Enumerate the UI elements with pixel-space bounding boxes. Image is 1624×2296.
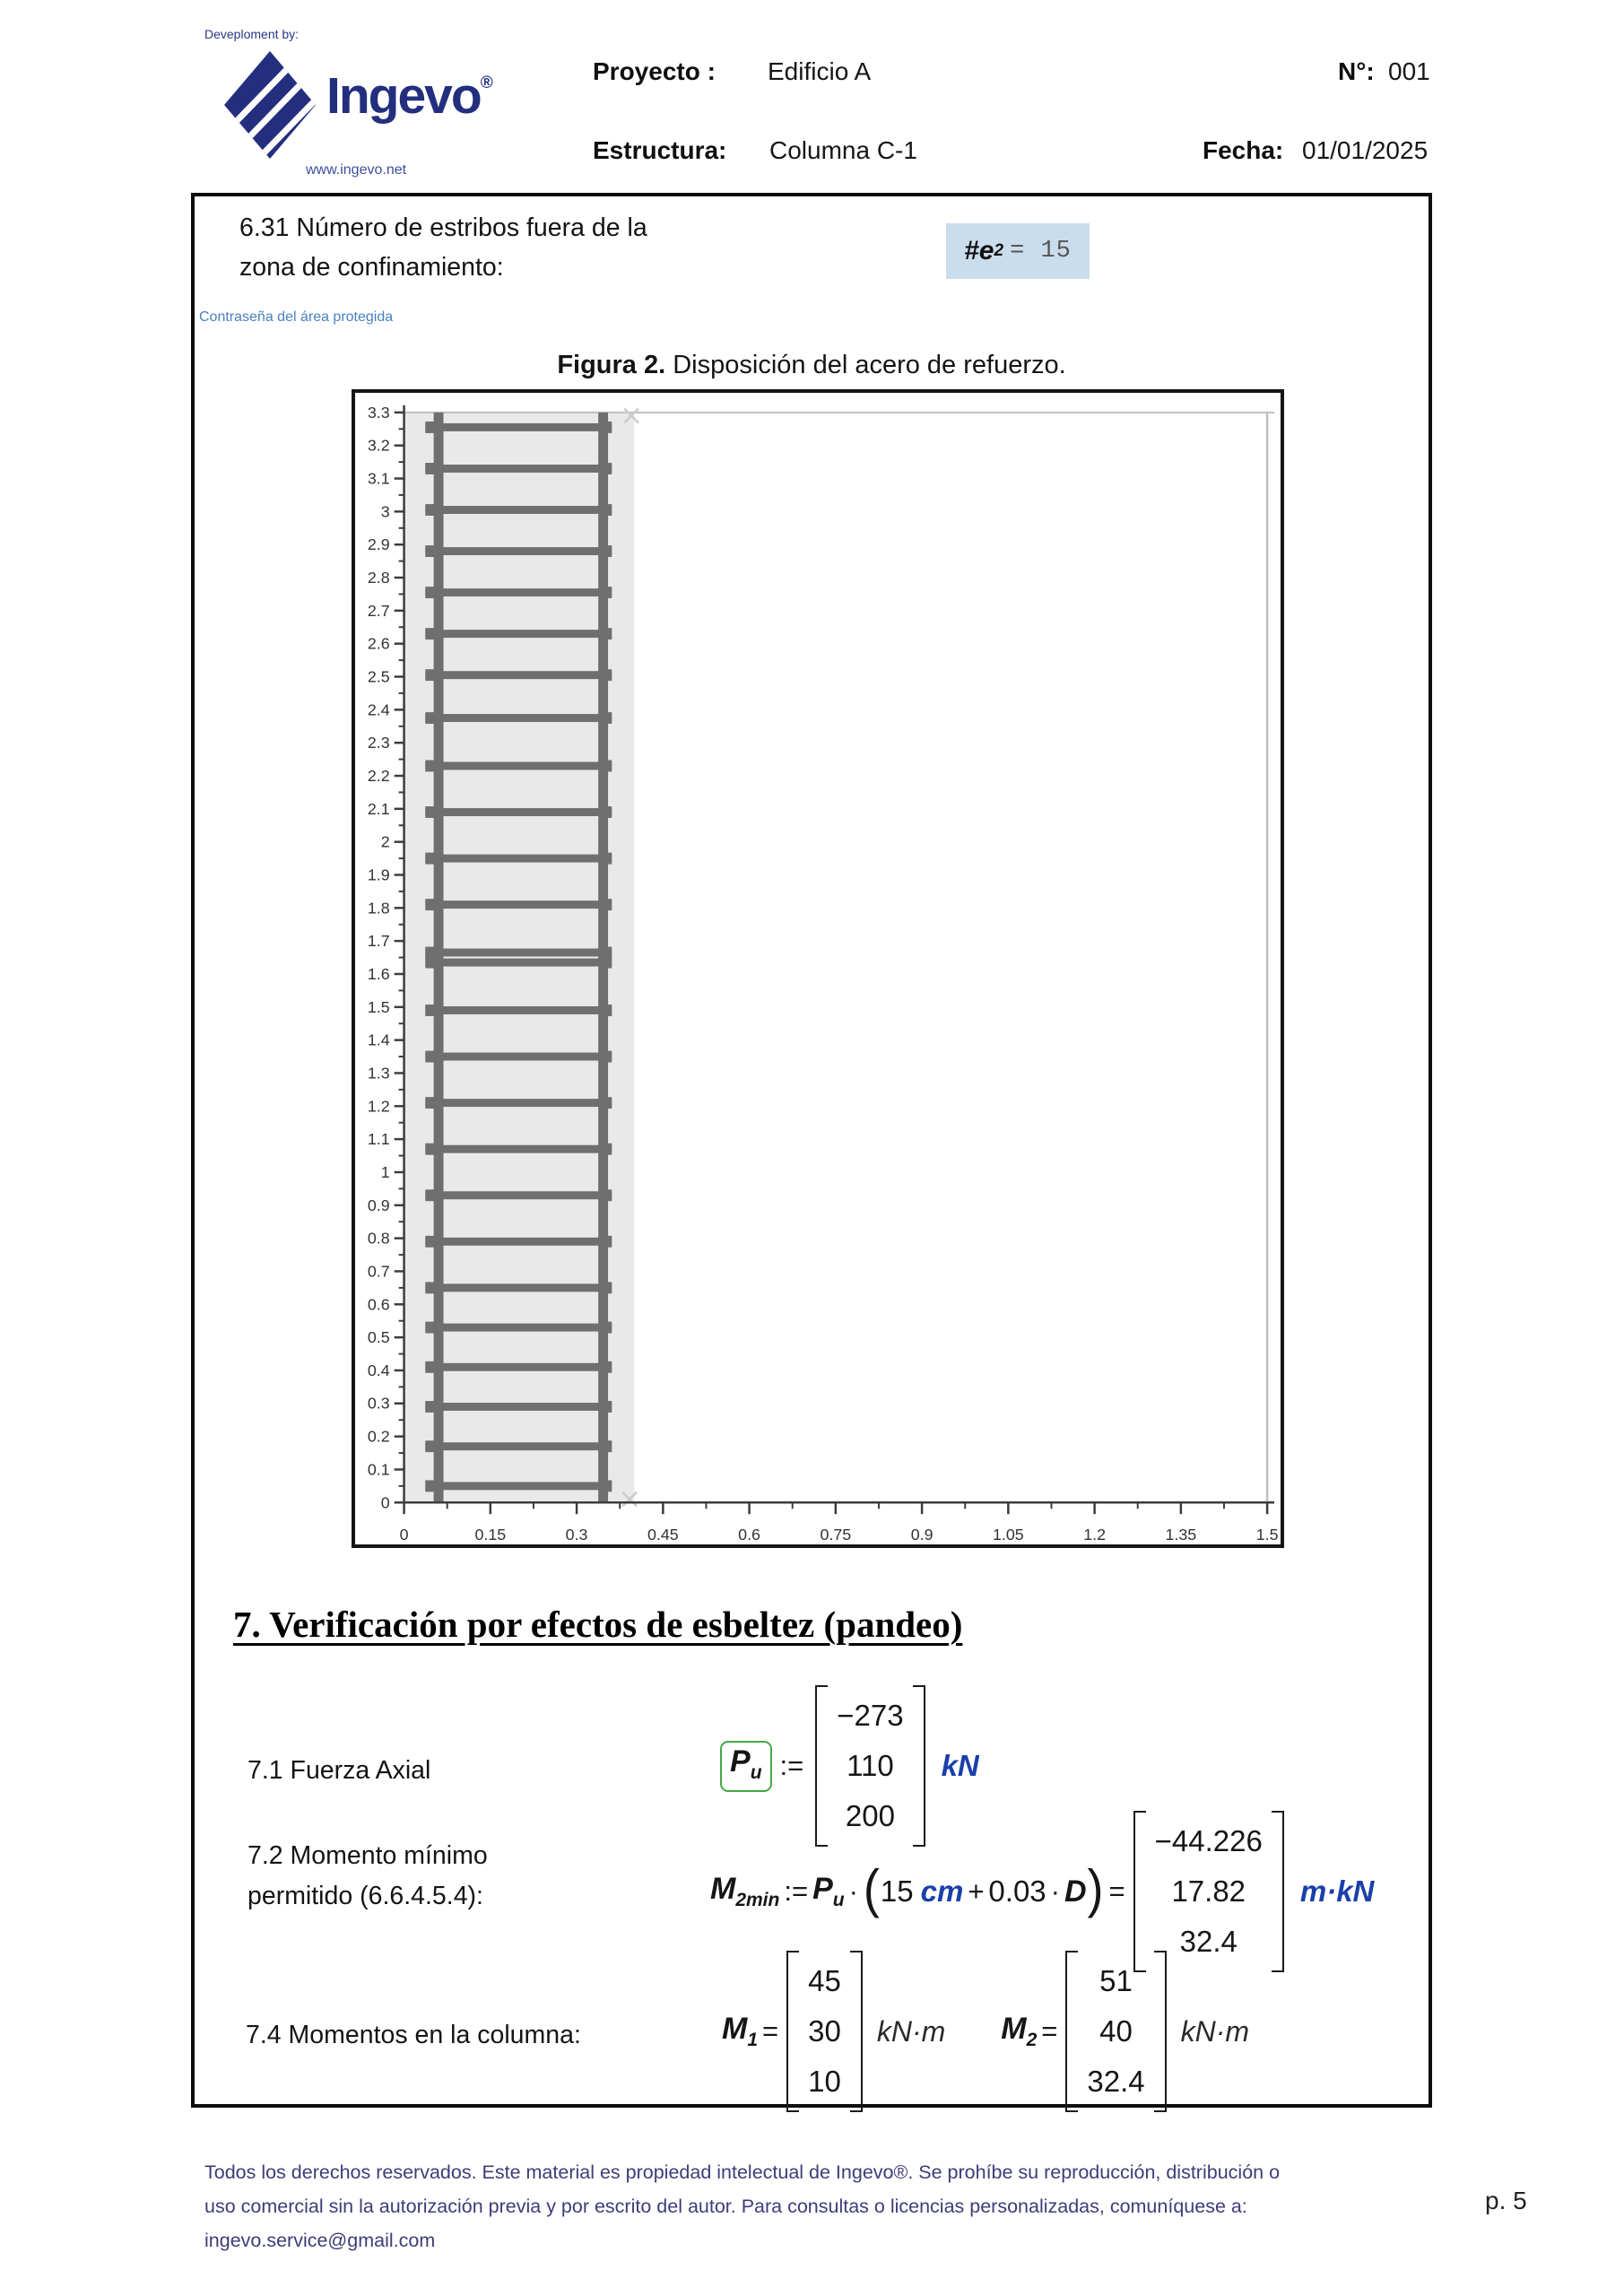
formula-74: $M_1$ = 45 30 10 kN·m $M_2$ = 51 40 32.4 kN·m (722, 1951, 1249, 2112)
date-label: Fecha: (1203, 136, 1284, 164)
figure-caption: Figura 2. Disposición del acero de refuerzo. (557, 351, 1066, 379)
svg-text:1.9: 1.9 (367, 865, 390, 884)
svg-text:0.15: 0.15 (474, 1526, 507, 1544)
protected-area-note[interactable]: Contraseña del área protegida (199, 309, 394, 325)
svg-text:0.7: 0.7 (367, 1262, 390, 1281)
pu-unit: kN (941, 1749, 979, 1782)
svg-text:0.5: 0.5 (367, 1328, 390, 1347)
assign-operator: := (784, 1875, 809, 1907)
m1-unit: kN·m (876, 2014, 946, 2048)
m2min-unit: m·kN (1299, 1874, 1375, 1908)
sheet-number-label: N°: (1338, 57, 1375, 85)
svg-text:2.5: 2.5 (367, 667, 390, 686)
svg-text:2.4: 2.4 (367, 700, 390, 719)
m2-unit: kN·m (1180, 2014, 1250, 2048)
ingevo-logo-icon (222, 49, 317, 161)
registered-mark: ® (480, 74, 493, 92)
svg-text:0.8: 0.8 (367, 1229, 390, 1248)
pu-vector: −273 110 200 (815, 1685, 925, 1847)
svg-text:0.9: 0.9 (367, 1196, 390, 1214)
m2-vector: 51 40 32.4 (1065, 1951, 1166, 2112)
svg-text:2.3: 2.3 (367, 734, 390, 752)
svg-text:0.6: 0.6 (738, 1526, 760, 1544)
copyright-notice: Todos los derechos reservados. Este material es propiedad intelectual de Ingevo®. Se prohíbe su reproducción, distribución o uso comercial sin la autorización previa y por escrito del autor. Para consultas o licencias personalizadas, comuníquese a: ingevo.service@gmail.com (204, 2155, 1424, 2257)
svg-text:1.4: 1.4 (367, 1031, 390, 1049)
svg-text:1.6: 1.6 (367, 964, 390, 983)
svg-text:1.5: 1.5 (367, 997, 390, 1016)
svg-text:0.4: 0.4 (367, 1361, 390, 1379)
svg-text:0.45: 0.45 (647, 1526, 679, 1544)
svg-text:3.2: 3.2 (367, 436, 390, 455)
brand-url[interactable]: www.ingevo.net (306, 162, 407, 178)
item-631-text: 6.31 Número de estribos fuera de la zona de confinamiento: (239, 213, 647, 282)
contact-email[interactable]: ingevo.service@gmail.com (204, 2230, 436, 2251)
brand-name: Ingevo® (326, 67, 493, 125)
svg-text:0.3: 0.3 (565, 1526, 588, 1544)
structure-value: Columna C-1 (769, 136, 917, 164)
stirrup-count-value: = 15 (1010, 238, 1072, 265)
page-number: p. 5 (1485, 2187, 1527, 2214)
svg-text:1.7: 1.7 (367, 932, 390, 951)
svg-text:0.2: 0.2 (367, 1427, 390, 1446)
svg-text:1: 1 (380, 1162, 390, 1181)
svg-text:1.3: 1.3 (367, 1064, 390, 1083)
svg-text:0.6: 0.6 (367, 1295, 390, 1314)
label-71: 7.1 Fuerza Axial (248, 1756, 431, 1785)
svg-text:1.1: 1.1 (367, 1130, 390, 1149)
date-value: 01/01/2025 (1302, 136, 1429, 164)
logo-devby-label: Deveploment by: (204, 27, 300, 41)
content-frame (191, 193, 1432, 2108)
formula-72: $M_{2min}$ := $P_u$ · ( 15 cm + 0.03 · D ) = −44.226 17.82 32.4 m·kN (710, 1811, 1374, 1972)
figure-frame (352, 389, 1284, 1548)
label-74: 7.4 Momentos en la columna: (246, 2021, 581, 2049)
svg-text:1.2: 1.2 (1083, 1526, 1107, 1544)
svg-text:2.2: 2.2 (367, 766, 390, 785)
m2min-vector: −44.226 17.82 32.4 (1133, 1811, 1284, 1972)
svg-text:0.1: 0.1 (367, 1460, 390, 1479)
svg-text:0.3: 0.3 (367, 1394, 390, 1413)
svg-text:2.9: 2.9 (367, 535, 390, 554)
stirrup-count-result-region[interactable]: #e 2 = 15 (946, 223, 1090, 279)
stirrup-count-variable: #e (964, 236, 994, 265)
m1-vector: 45 30 10 (786, 1951, 863, 2112)
label-72: 7.2 Momento mínimo permitido (6.6.4.5.4): (248, 1841, 488, 1910)
svg-text:2: 2 (380, 832, 390, 851)
sheet-number-value: 001 (1388, 57, 1430, 85)
svg-text:2.6: 2.6 (367, 634, 390, 653)
svg-text:2.7: 2.7 (367, 601, 390, 620)
svg-text:2.1: 2.1 (367, 799, 390, 818)
svg-text:1.2: 1.2 (367, 1097, 390, 1116)
svg-text:1.8: 1.8 (367, 899, 390, 918)
structure-label: Estructura: (593, 136, 727, 164)
svg-text:0.9: 0.9 (910, 1526, 934, 1544)
assign-operator: := (779, 1750, 804, 1781)
rebar-elevation-chart (355, 393, 1281, 1544)
project-label: Proyecto : (593, 57, 716, 85)
svg-text:0: 0 (399, 1526, 409, 1544)
svg-text:3.3: 3.3 (367, 403, 390, 422)
svg-text:0.75: 0.75 (820, 1526, 852, 1544)
svg-text:3: 3 (380, 502, 390, 521)
svg-text:1.5: 1.5 (1255, 1526, 1279, 1544)
cm-unit: cm (920, 1874, 964, 1908)
project-value: Edificio A (768, 57, 872, 85)
svg-text:1.05: 1.05 (992, 1526, 1024, 1544)
svg-text:0: 0 (380, 1493, 390, 1512)
svg-text:1.35: 1.35 (1165, 1526, 1197, 1544)
pu-input-region[interactable]: $P_u$ (720, 1741, 772, 1792)
svg-text:3.1: 3.1 (367, 469, 390, 488)
svg-text:2.8: 2.8 (367, 568, 390, 587)
section-7-heading: 7. Verificación por efectos de esbeltez (pandeo) (233, 1604, 963, 1645)
